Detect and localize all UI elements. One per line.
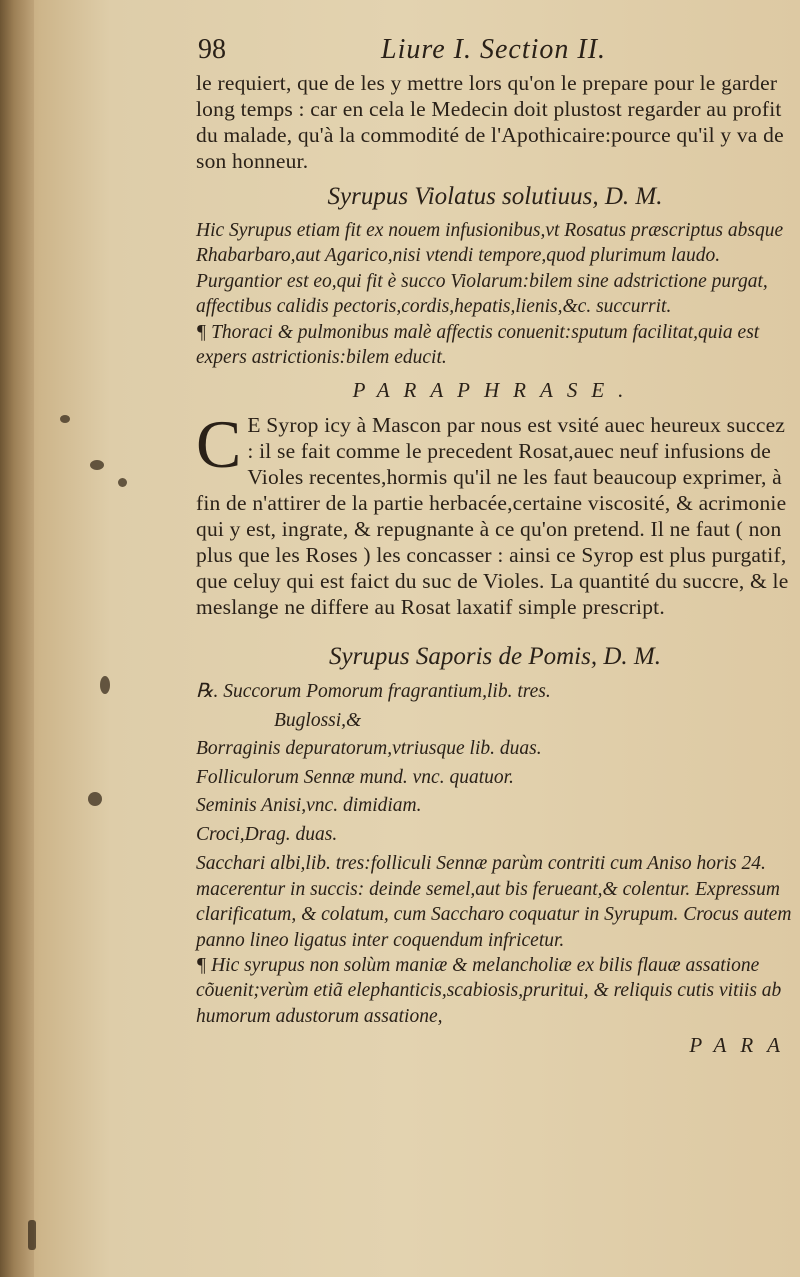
ink-stain xyxy=(100,676,110,694)
intro-paragraph: le requiert, que de les y mettre lors qu'on le prepare pour le garder long temps : car en cela le Medecin doit plustost regarder au profit du malade, qu'à la commodité de l'Apothicaire:pource qu'il y va de son honneur. xyxy=(196,71,784,173)
catchword: PARA xyxy=(689,1033,794,1058)
drop-cap: C xyxy=(196,406,242,483)
ink-stain xyxy=(118,478,127,487)
running-head xyxy=(196,30,794,70)
page-text xyxy=(196,30,794,1058)
ink-stain xyxy=(88,792,102,806)
recipe-line: ℞. Succorum Pomorum fragrantium,lib. tres. xyxy=(196,681,551,703)
recipe-line: Seminis Anisi,vnc. dimidiam. xyxy=(196,795,422,817)
section-heading-saporis: Syrupus Saporis de Pomis, D. M. xyxy=(329,643,661,671)
latin-text-violatus: Hic Syrupus etiam fit ex nouem infusionibus,vt Rosatus præscriptus absque Rhabarbaro,aut Agarico,nisi vtendi tempore,quod plurimum laudo. Purgantior est eo,qui fit è succo Violarum:bilem sine adstrictione purgat, affectibus calidis pectoris,cordis,hepatis,lienis,&c. succurrit. xyxy=(196,220,784,318)
ink-stain xyxy=(60,415,70,423)
recipe-line: Borraginis depuratorum,vtriusque lib. duas. xyxy=(196,738,542,760)
recipe-list xyxy=(196,678,794,849)
ink-stain xyxy=(90,460,104,470)
paraphrase-text: E Syrop icy à Mascon par nous est vsité auec heureux succez : il se fait comme le precedent Rosat,auec neuf infusions de Violes recentes,hormis qu'il ne les faut beaucoup exprimer, à fin de n'attirer de la partie herbacée,certaine viscosité, & acrimonie qui y est, ingrate, & repugnante à ce qu'on pretend. Il ne faut ( non plus que les Roses ) les concasser : ainsi ce Syrop est plus purgatif, que celuy qui est faict du suc de Violes. La quantité du succre, & le meslange ne differe au Rosat laxatif simple prescript. xyxy=(196,413,789,620)
recipe-line: Croci,Drag. duas. xyxy=(196,823,338,845)
section-heading-violatus: Syrupus Violatus solutiuus, D. M. xyxy=(327,183,663,210)
running-title: Liure I. Section II. xyxy=(381,34,607,65)
page-number: 98 xyxy=(198,34,226,65)
ink-stain xyxy=(28,1220,36,1250)
recipe-method: Sacchari albi,lib. tres:folliculi Sennæ parùm contriti cum Aniso horis 24. macerentur in succis: deinde semel,aut bis ferueant,& colentur. Expressum clarificatum, & colatum, cum Saccharo coquatur in Syrupum. Crocus autem panno lineo ligatus inter coquendum infricetur. xyxy=(196,853,792,951)
note-violatus: ¶ Thoraci & pulmonibus malè affectis conuenit:sputum facilitat,quia est expers astrictionis:bilem educit. xyxy=(196,321,760,369)
recipe-line: Buglossi,& xyxy=(274,709,362,731)
page-binding xyxy=(0,0,34,1277)
recipe-line: Folliculorum Sennæ mund. vnc. quatuor. xyxy=(196,766,514,788)
note-saporis: ¶ Hic syrupus non solùm maniæ & melancholiæ ex bilis flauæ assatione cõuenit;verùm etiã elephanticis,scabiosis,pruritui, & reliquis cutis vitiis ab humorum adustorum assatione, xyxy=(196,955,782,1027)
paraphrase-heading: PARAPHRASE. xyxy=(352,378,638,403)
